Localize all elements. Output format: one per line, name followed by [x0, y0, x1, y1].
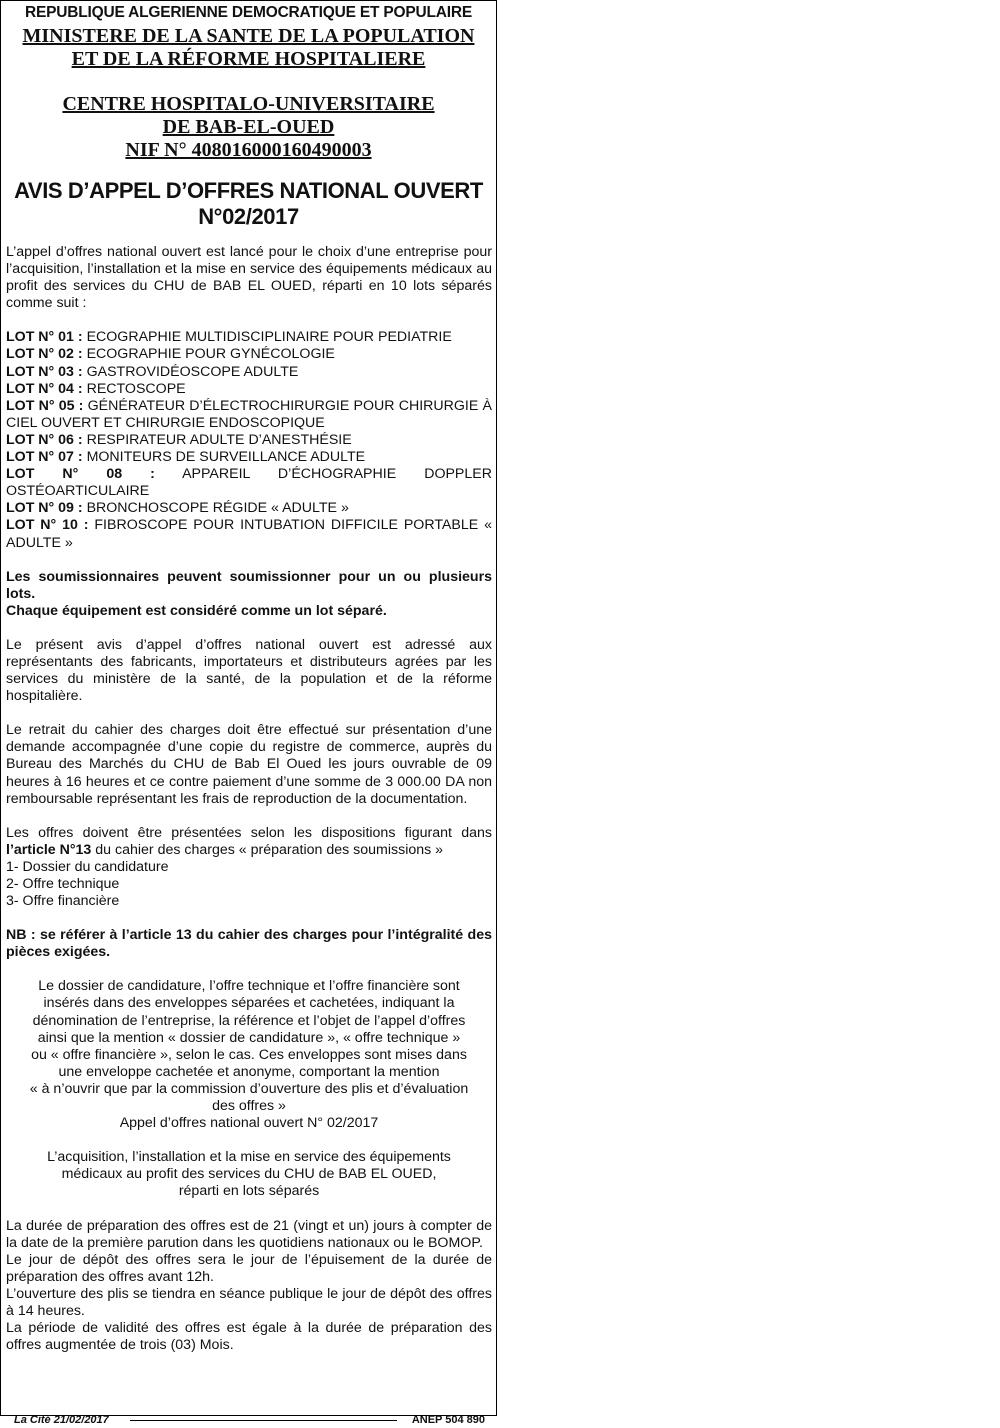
lot-item	[6, 329, 492, 346]
lot-item	[6, 466, 492, 500]
offers-article-ref: l’article N°13	[6, 841, 92, 858]
lot-item	[6, 381, 492, 398]
envelope-line: insérés dans des enveloppes séparées et cachetées, indiquant la	[43, 995, 455, 1012]
deadline-section	[6, 1218, 492, 1355]
object-line: réparti en lots séparés	[178, 1183, 320, 1200]
nif-number: NIF N° 408016000160490003	[125, 139, 372, 161]
ministry-line-1: MINISTERE DE LA SANTE DE LA POPULATION	[22, 25, 475, 47]
offer-item: 1- Dossier du candidature	[6, 858, 169, 875]
envelope-line: Le dossier de candidature, l’offre technique et l’offre financière sont	[38, 978, 460, 995]
separate-lot-note: Chaque équipement est considéré comme un lot séparé.	[6, 602, 387, 619]
deadline-line: Le jour de dépôt des offres sera le jour de l’épuisement de la durée de préparation des offres avant 12h.	[6, 1251, 492, 1285]
tender-number: N°02/2017	[198, 204, 299, 229]
deadline-line: La durée de préparation des offres est de 21 (vingt et un) jours à compter de la date de la première parution dans les quotidiens nationaux ou le BOMOP.	[6, 1217, 492, 1251]
lot-text: APPAREIL D’ÉCHOGRAPHIE DOPPLER OSTÉOARTICULAIRE	[6, 466, 492, 500]
centre-title	[1, 93, 496, 162]
lot-text: RECTOSCOPE	[82, 380, 186, 397]
envelope-line: « à n’ouvrir que par la commission d’ouverture des plis et d’évaluation	[29, 1080, 469, 1097]
lot-item	[6, 364, 492, 381]
object-line: L’acquisition, l’installation et la mise en service des équipements	[47, 1149, 451, 1166]
lot-text: ECOGRAPHIE MULTIDISCIPLINAIRE POUR PEDIATRIE	[82, 329, 452, 346]
lot-text: ECOGRAPHIE POUR GYNÉCOLOGIE	[82, 346, 335, 363]
announcement-frame	[0, 0, 497, 1416]
centre-line-1: CENTRE HOSPITALO-UNIVERSITAIRE	[62, 93, 435, 115]
envelope-line: des offres »	[212, 1098, 286, 1115]
publication-source: La Cité 21/02/2017	[14, 1414, 109, 1426]
publication-footer	[0, 1414, 497, 1428]
envelope-instructions	[6, 978, 492, 1132]
object-line: médicaux au profit des services du CHU de BAB EL OUED,	[61, 1166, 437, 1183]
tender-title	[1, 178, 496, 230]
lot-item	[6, 449, 492, 466]
tender-title-line-1: AVIS D’APPEL D’OFFRES NATIONAL OUVERT	[14, 178, 483, 203]
footer-divider	[130, 1420, 397, 1421]
offer-item: 2- Offre technique	[6, 876, 120, 892]
republic-header: REPUBLIQUE ALGERIENNE DEMOCRATIQUE ET POPULAIRE	[24, 4, 473, 21]
lot-item	[6, 432, 492, 449]
lot-label: LOT N° 06 :	[6, 431, 83, 448]
ministry-line-2: ET DE LA RÉFORME HOSPITALIERE	[71, 48, 426, 70]
lot-item	[6, 398, 492, 432]
deadline-line: L’ouverture des plis se tiendra en séance publique le jour de dépôt des offres à 14 heures.	[6, 1285, 492, 1319]
lot-label: LOT N° 04 :	[6, 380, 83, 397]
lot-label: LOT N° 03 :	[6, 363, 83, 380]
ministry-title	[1, 25, 496, 71]
offers-intro-a: Les offres doivent être présentées selon les dispositions figurant dans	[6, 824, 492, 841]
lot-text: RESPIRATEUR ADULTE D’ANESTHÉSIE	[82, 431, 352, 448]
multi-lot-note: Les soumissionnaires peuvent soumissionner pour un ou plusieurs lots.	[6, 568, 492, 602]
lot-list	[6, 329, 492, 551]
lot-label: LOT N° 10 :	[6, 517, 89, 534]
envelope-line: une enveloppe cachetée et anonyme, comportant la mention	[58, 1063, 440, 1080]
lot-label: LOT N° 08 :	[6, 466, 155, 483]
lot-text: FIBROSCOPE POUR INTUBATION DIFFICILE PORTABLE « ADULTE »	[6, 517, 492, 551]
envelope-line: dénomination de l’entreprise, la référence et l’objet de l’appel d’offres	[32, 1012, 466, 1029]
lot-text: GÉNÉRATEUR D’ÉLECTROCHIRURGIE POUR CHIRURGIE À CIEL OUVERT ET CHIRURGIE ENDOSCOPIQUE	[6, 397, 492, 431]
anep-reference: ANEP 504 890	[411, 1414, 485, 1426]
lot-label: LOT N° 09 :	[6, 500, 83, 517]
lot-label: LOT N° 07 :	[6, 449, 83, 466]
lot-text: MONITEURS DE SURVEILLANCE ADULTE	[82, 449, 366, 466]
offers-intro-b: du cahier des charges « préparation des soumissions »	[91, 841, 444, 858]
object-description	[6, 1149, 492, 1200]
envelope-line: ainsi que la mention « dossier de candidature », « offre technique »	[37, 1029, 461, 1046]
centre-line-2: DE BAB-EL-OUED	[162, 116, 335, 138]
lot-item	[6, 500, 492, 517]
offer-item: 3- Offre financière	[6, 893, 120, 910]
offers-paragraph	[6, 825, 492, 910]
lot-item	[6, 346, 492, 363]
lot-text: BRONCHOSCOPE RÉGIDE « ADULTE »	[82, 500, 349, 517]
lot-item	[6, 517, 492, 551]
envelope-line: ou « offre financière », selon le cas. Ces enveloppes sont mises dans	[31, 1046, 467, 1063]
lot-label: LOT N° 02 :	[6, 346, 83, 363]
lot-label: LOT N° 01 :	[6, 329, 83, 346]
withdrawal-paragraph: Le retrait du cahier des charges doit être effectué sur présentation d’une demande accompagnée d’une copie du registre de commerce, auprès du Bureau des Marchés du CHU de Bab El Oued les jours ouvrable de 09 heures à 16 heures et ce contre paiement d’une somme de 3 000.00 DA non remboursable représentant les frais de reproduction de la documentation.	[6, 722, 492, 807]
announcement-body	[1, 244, 496, 1354]
intro-paragraph: L’appel d’offres national ouvert est lancé pour le choix d’une entreprise pour l’acquisition, l’installation et la mise en service des équipements médicaux au profit des services du CHU de BAB EL OUED, réparti en 10 lots séparés comme suit :	[6, 244, 492, 312]
deadline-line: La période de validité des offres est égale à la durée de préparation des offres augmentée de trois (03) Mois.	[6, 1320, 492, 1354]
lot-text: GASTROVIDÉOSCOPE ADULTE	[82, 363, 299, 380]
envelope-line: Appel d’offres national ouvert N° 02/2017	[119, 1115, 379, 1132]
addressed-paragraph: Le présent avis d’appel d’offres national ouvert est adressé aux représentants des fabricants, importateurs et distributeurs agrées par les services du ministère de la santé, de la population et de la réforme hospitalière.	[6, 636, 492, 705]
lot-label: LOT N° 05 :	[6, 397, 84, 414]
nb-note: NB : se référer à l’article 13 du cahier des charges pour l’intégralité des pièces exigées.	[6, 927, 492, 961]
